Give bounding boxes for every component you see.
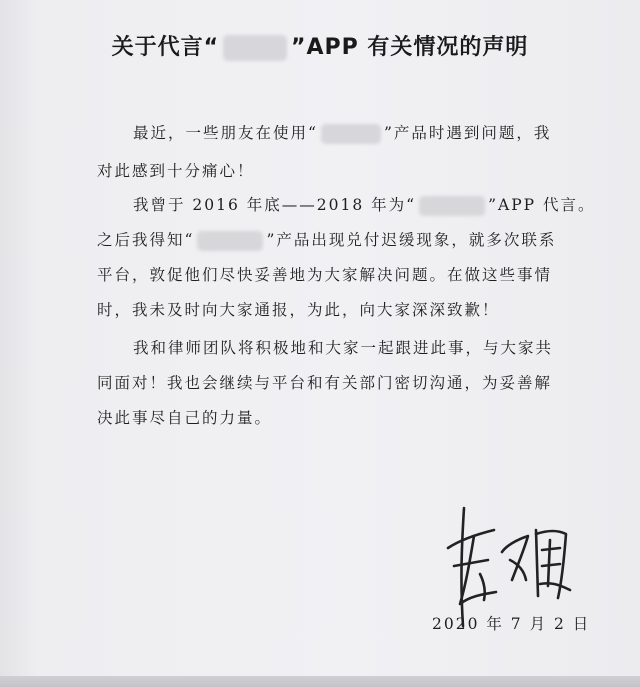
redacted-app-name [419,196,485,216]
redacted-app-name [223,35,287,61]
paragraph-1-line-2: 对此感到十分痛心！ [97,162,255,180]
paragraph-2-line-2 [97,228,556,251]
paragraph-3-line-3: 决此事尽自己的力量。 [97,409,273,427]
p1-text-b: ”产品时遇到问题，我 [383,124,552,142]
paragraph-3-line-1: 我和律师团队将积极地和大家一起跟进此事，与大家共 [133,339,554,357]
page-bottom-edge [0,676,640,687]
statement-date: 2020 年 7 月 2 日 [432,615,591,633]
title-part-1: 关于代言“ [111,35,220,60]
paragraph-2-line-4: 时，我未及时向大家通报，为此，向大家深深致歉！ [97,301,500,319]
redacted-product-name [197,231,263,251]
p2-text-c: 之后我得知“ [97,231,195,249]
paragraph-1-line-1 [133,121,551,144]
redacted-product-name [321,124,381,144]
handwritten-signature [440,500,580,630]
paragraph-2-line-1 [133,193,596,216]
p2-text-b: ”APP 代言。 [488,196,596,214]
p2-text-a: 我曾于 2016 年底——2018 年为“ [133,196,417,214]
title-part-2: ”APP 有关情况的声明 [291,35,529,60]
paragraph-2-line-3: 平台，敦促他们尽快妥善地为大家解决问题。在做这些事情 [97,266,553,284]
statement-title [0,30,640,61]
p2-text-d: ”产品出现兑付迟缓现象，就多次联系 [266,231,557,249]
paragraph-3-line-2: 同面对！我也会继续与平台和有关部门密切沟通，为妥善解 [97,374,553,392]
p1-text-a: 最近，一些朋友在使用“ [133,124,318,142]
